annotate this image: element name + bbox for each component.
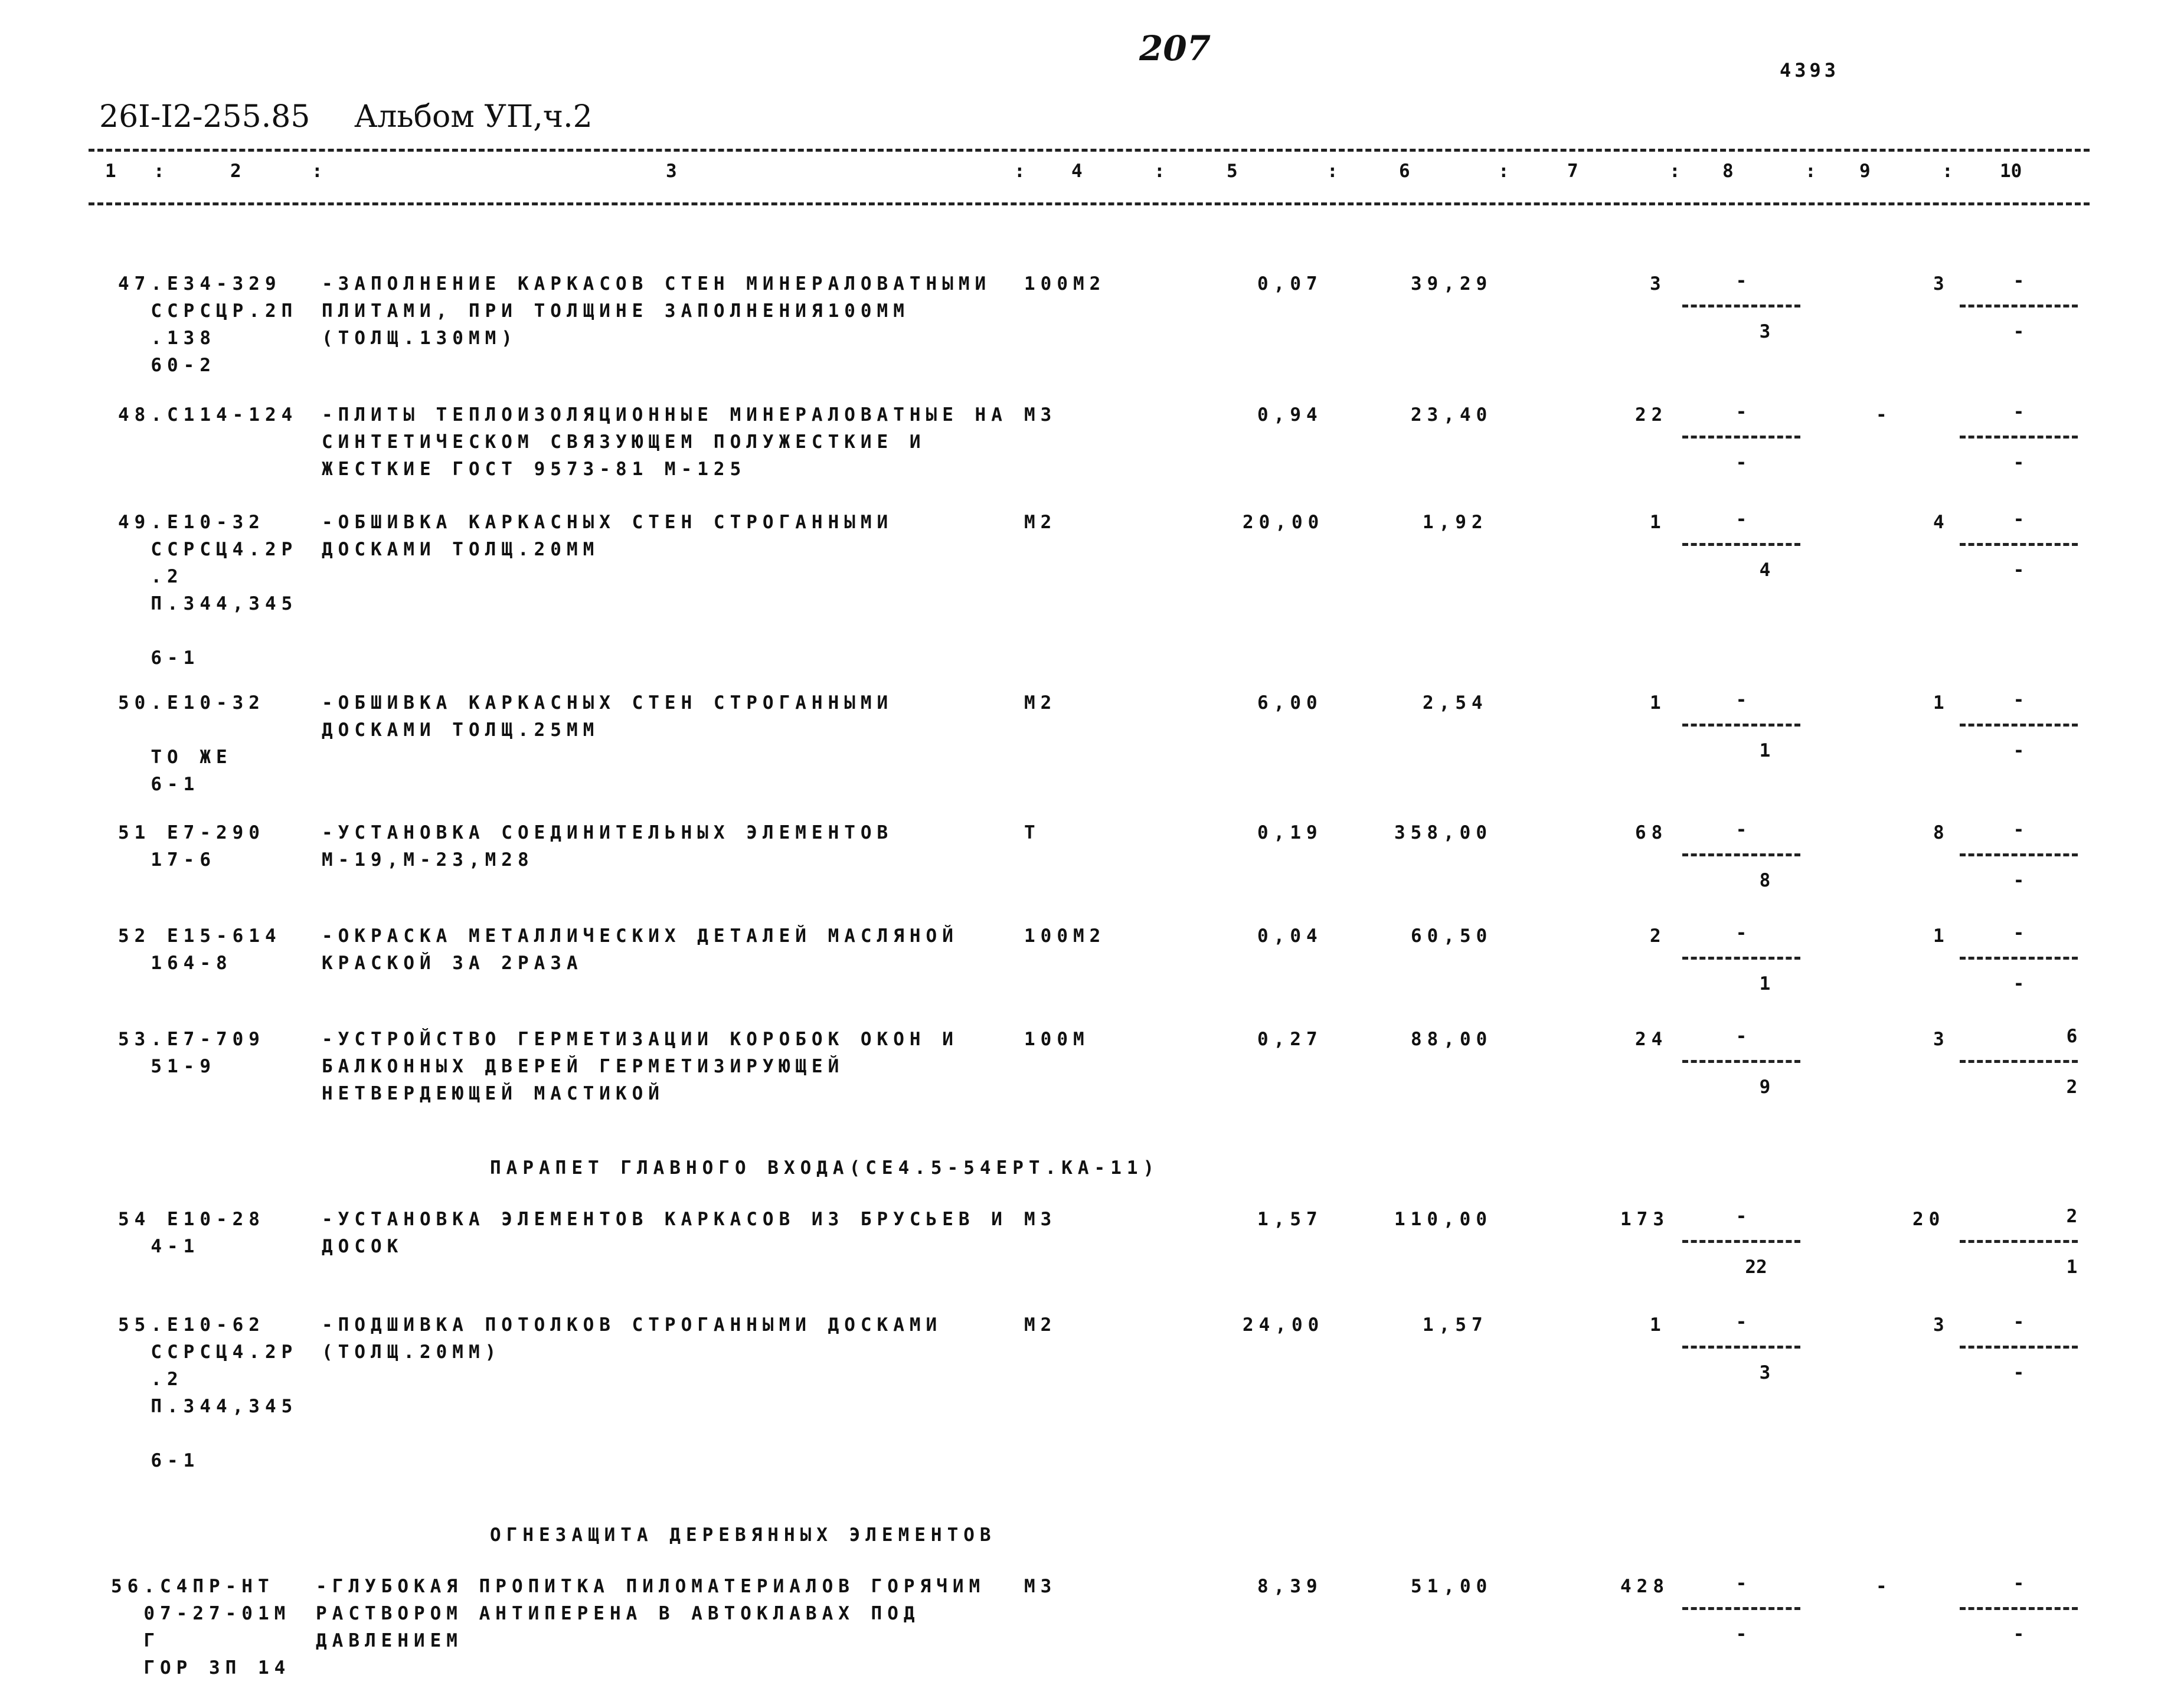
row-col9: 1 bbox=[1933, 692, 1950, 714]
col10-fraction bbox=[1960, 922, 2078, 1003]
row-total: 68 bbox=[1635, 822, 1668, 843]
col8-fraction bbox=[1682, 1026, 1800, 1106]
fraction-denominator: - bbox=[2013, 870, 2025, 891]
fraction-denominator: 1 bbox=[1759, 740, 1771, 761]
header-bottom-rule bbox=[89, 202, 2090, 205]
col-header-5: 5 bbox=[1227, 161, 1238, 182]
row-quantity: 0,94 bbox=[1257, 404, 1323, 426]
col10-fraction bbox=[1960, 270, 2078, 351]
row-col9: 3 bbox=[1933, 273, 1950, 295]
row-description: -ОБШИВКА КАРКАСНЫХ СТЕН СТРОГАННЫМИ ДОСКАМИ ТОЛЩ.25ММ bbox=[322, 692, 894, 741]
fraction-numerator: - bbox=[2013, 270, 2025, 292]
row-unit-price: 60,50 bbox=[1411, 925, 1493, 947]
fraction-numerator: - bbox=[1735, 1026, 1747, 1047]
fraction-bar bbox=[1960, 436, 2078, 439]
fraction-numerator: - bbox=[1735, 401, 1747, 423]
row-unit: М2 bbox=[1024, 512, 1057, 533]
row-quantity: 0,04 bbox=[1257, 925, 1323, 947]
row-description: -ПЛИТЫ ТЕПЛОИЗОЛЯЦИОННЫЕ МИНЕРАЛОВАТНЫЕ НА СИНТЕТИЧЕСКОМ СВЯЗУЮЩЕМ ПОЛУЖЕСТКИЕ И ЖЕСТКИЕ ГОСТ 9573-81 М-125 bbox=[322, 404, 1008, 480]
row-description: -ОКРАСКА МЕТАЛЛИЧЕСКИХ ДЕТАЛЕЙ МАСЛЯНОЙ КРАСКОЙ ЗА 2РАЗА bbox=[322, 925, 959, 974]
fraction-denominator: 1 bbox=[1759, 973, 1771, 994]
row-col9: 20 bbox=[1912, 1209, 1946, 1230]
col10-fraction bbox=[1960, 401, 2078, 482]
col-separator: : bbox=[1327, 161, 1338, 182]
fraction-bar bbox=[1682, 1240, 1800, 1243]
fraction-denominator: 22 bbox=[1745, 1257, 1767, 1278]
row-description: -ОБШИВКА КАРКАСНЫХ СТЕН СТРОГАННЫМИ ДОСКАМИ ТОЛЩ.20ММ bbox=[322, 512, 894, 560]
row-col9: - bbox=[1876, 404, 1892, 426]
fraction-denominator: - bbox=[1735, 1624, 1747, 1645]
fraction-denominator: 3 bbox=[1759, 321, 1771, 342]
fraction-bar bbox=[1960, 853, 2078, 856]
row-col9: - bbox=[1876, 1576, 1892, 1597]
row-description: -ПОДШИВКА ПОТОЛКОВ СТРОГАННЫМИ ДОСКАМИ (ТОЛЩ.20ММ) bbox=[322, 1314, 943, 1363]
row-unit: М2 bbox=[1024, 1314, 1057, 1336]
row-unit-price: 39,29 bbox=[1411, 273, 1493, 295]
col10-fraction bbox=[1960, 509, 2078, 589]
row-unit: М3 bbox=[1024, 404, 1057, 426]
fraction-bar bbox=[1682, 305, 1800, 307]
row-quantity: 20,00 bbox=[1243, 512, 1325, 533]
fraction-numerator: - bbox=[2013, 819, 2025, 840]
row-total: 173 bbox=[1620, 1209, 1669, 1230]
col10-fraction bbox=[1960, 1573, 2078, 1653]
fraction-bar bbox=[1682, 1346, 1800, 1349]
fraction-bar bbox=[1682, 1060, 1800, 1063]
row-description: -УСТРОЙСТВО ГЕРМЕТИЗАЦИИ КОРОБОК ОКОН И БАЛКОННЫХ ДВЕРЕЙ ГЕРМЕТИЗИРУЮЩЕЙ НЕТВЕРДЕЮЩЕЙ МАСТИКОЙ bbox=[322, 1029, 959, 1104]
row-code: 52 Е15-614 164-8 bbox=[118, 925, 282, 974]
row-quantity: 0,27 bbox=[1257, 1029, 1323, 1050]
col8-fraction bbox=[1682, 1206, 1800, 1286]
col-header-10: 10 bbox=[2000, 161, 2022, 182]
col-separator: : bbox=[1014, 161, 1025, 182]
col10-fraction bbox=[1960, 1206, 2078, 1286]
fraction-denominator: 1 bbox=[2066, 1257, 2078, 1278]
row-unit-price: 1,57 bbox=[1423, 1314, 1488, 1336]
row-col9: 1 bbox=[1933, 925, 1950, 947]
col-separator: : bbox=[153, 161, 165, 182]
fraction-numerator: - bbox=[1735, 819, 1747, 840]
row-code: 55.Е10-62 ССРСЦ4.2Р .2 П.344,345 6-1 bbox=[118, 1314, 298, 1471]
row-code: 51 Е7-290 17-6 bbox=[118, 822, 265, 871]
row-code: 49.Е10-32 ССРСЦ4.2Р .2 П.344,345 6-1 bbox=[118, 512, 298, 669]
col8-fraction bbox=[1682, 1573, 1800, 1653]
fraction-denominator: 3 bbox=[1759, 1362, 1771, 1383]
row-code: 53.Е7-709 51-9 bbox=[118, 1029, 265, 1077]
fraction-numerator: - bbox=[2013, 922, 2025, 944]
fraction-numerator: - bbox=[1735, 689, 1747, 711]
col-header-7: 7 bbox=[1567, 161, 1578, 182]
fraction-numerator: - bbox=[1735, 270, 1747, 292]
row-quantity: 8,39 bbox=[1257, 1576, 1323, 1597]
fraction-numerator: - bbox=[1735, 509, 1747, 530]
fraction-numerator: 2 bbox=[2066, 1206, 2078, 1227]
header-top-rule bbox=[89, 149, 2090, 152]
fraction-numerator: - bbox=[2013, 689, 2025, 711]
row-quantity: 0,07 bbox=[1257, 273, 1323, 295]
fraction-numerator: - bbox=[2013, 509, 2025, 530]
col-separator: : bbox=[1498, 161, 1509, 182]
row-code: 50.Е10-32 ТО ЖЕ 6-1 bbox=[118, 692, 265, 795]
col-separator: : bbox=[1669, 161, 1681, 182]
col8-fraction bbox=[1682, 819, 1800, 899]
row-quantity: 24,00 bbox=[1243, 1314, 1325, 1336]
row-code: 54 Е10-28 4-1 bbox=[118, 1209, 265, 1257]
fraction-denominator: - bbox=[2013, 452, 2025, 473]
fraction-denominator: - bbox=[2013, 1624, 2025, 1645]
fraction-numerator: - bbox=[1735, 1573, 1747, 1594]
row-quantity: 0,19 bbox=[1257, 822, 1323, 843]
fraction-bar bbox=[1960, 543, 2078, 546]
row-description: -ГЛУБОКАЯ ПРОПИТКА ПИЛОМАТЕРИАЛОВ ГОРЯЧИМ РАСТВОРОМ АНТИПЕРЕНА В АВТОКЛАВАХ ПОД ДАВЛЕНИЕМ bbox=[316, 1576, 986, 1651]
fraction-denominator: - bbox=[2013, 321, 2025, 342]
col-separator: : bbox=[1805, 161, 1816, 182]
row-description: -УСТАНОВКА СОЕДИНИТЕЛЬНЫХ ЭЛЕМЕНТОВ М-19,М-23,М28 bbox=[322, 822, 894, 871]
col8-fraction bbox=[1682, 1311, 1800, 1392]
row-col9: 3 bbox=[1933, 1029, 1950, 1050]
row-unit-price: 1,92 bbox=[1423, 512, 1488, 533]
fraction-bar bbox=[1960, 1607, 2078, 1610]
section-heading: ПАРАПЕТ ГЛАВНОГО ВХОДА(СЕ4.5-54ЕРТ.КА-11) bbox=[490, 1157, 1160, 1179]
fraction-denominator: - bbox=[2013, 1362, 2025, 1383]
fraction-bar bbox=[1682, 543, 1800, 546]
row-col9: 8 bbox=[1933, 822, 1950, 843]
col-separator: : bbox=[1154, 161, 1165, 182]
row-col9: 3 bbox=[1933, 1314, 1950, 1336]
col8-fraction bbox=[1682, 401, 1800, 482]
row-description: -УСТАНОВКА ЭЛЕМЕНТОВ КАРКАСОВ ИЗ БРУСЬЕВ И ДОСОК bbox=[322, 1209, 1008, 1257]
row-unit: М2 bbox=[1024, 692, 1057, 714]
col-header-4: 4 bbox=[1071, 161, 1083, 182]
row-total: 2 bbox=[1650, 925, 1666, 947]
col-header-2: 2 bbox=[230, 161, 241, 182]
stamp-number: 4393 bbox=[1780, 59, 1840, 81]
row-unit: 100М2 bbox=[1024, 925, 1106, 947]
row-total: 1 bbox=[1650, 692, 1666, 714]
row-total: 24 bbox=[1635, 1029, 1668, 1050]
fraction-bar bbox=[1960, 957, 2078, 960]
fraction-bar bbox=[1960, 1346, 2078, 1349]
col-header-9: 9 bbox=[1859, 161, 1871, 182]
col8-fraction bbox=[1682, 922, 1800, 1003]
row-description: -ЗАПОЛНЕНИЕ КАРКАСОВ СТЕН МИНЕРАЛОВАТНЫМИ ПЛИТАМИ, ПРИ ТОЛЩИНЕ ЗАПОЛНЕНИЯ100ММ (ТОЛЩ.130ММ) bbox=[322, 273, 992, 349]
album-label: Альбом УП,ч.2 bbox=[354, 99, 593, 135]
fraction-denominator: - bbox=[1735, 452, 1747, 473]
row-code: 47.Е34-329 ССРСЦР.2П .138 60-2 bbox=[118, 273, 298, 376]
row-unit-price: 23,40 bbox=[1411, 404, 1493, 426]
fraction-bar bbox=[1960, 1240, 2078, 1243]
row-unit: 100М2 bbox=[1024, 273, 1106, 295]
fraction-numerator: - bbox=[2013, 1573, 2025, 1594]
fraction-denominator: - bbox=[2013, 973, 2025, 994]
row-unit-price: 358,00 bbox=[1394, 822, 1492, 843]
col-header-1: 1 bbox=[105, 161, 116, 182]
fraction-bar bbox=[1960, 305, 2078, 307]
fraction-numerator: - bbox=[2013, 401, 2025, 423]
row-unit: Т bbox=[1024, 822, 1041, 843]
col-separator: : bbox=[1942, 161, 1953, 182]
row-unit: 100М bbox=[1024, 1029, 1090, 1050]
fraction-denominator: 9 bbox=[1759, 1077, 1771, 1098]
row-total: 1 bbox=[1650, 1314, 1666, 1336]
col10-fraction bbox=[1960, 689, 2078, 770]
col-header-6: 6 bbox=[1399, 161, 1410, 182]
fraction-numerator: - bbox=[1735, 1206, 1747, 1227]
row-total: 22 bbox=[1635, 404, 1668, 426]
fraction-bar bbox=[1960, 1060, 2078, 1063]
row-unit-price: 51,00 bbox=[1411, 1576, 1493, 1597]
row-quantity: 6,00 bbox=[1257, 692, 1323, 714]
handwritten-page-number: 207 bbox=[1139, 28, 1211, 68]
fraction-denominator: 2 bbox=[2066, 1077, 2078, 1098]
col-header-8: 8 bbox=[1722, 161, 1734, 182]
fraction-bar bbox=[1682, 1607, 1800, 1610]
fraction-numerator: - bbox=[1735, 1311, 1747, 1333]
row-code: 48.С114-124 bbox=[118, 404, 298, 426]
col10-fraction bbox=[1960, 819, 2078, 899]
col-separator: : bbox=[312, 161, 323, 182]
fraction-denominator: - bbox=[2013, 559, 2025, 581]
row-unit-price: 88,00 bbox=[1411, 1029, 1493, 1050]
row-col9: 4 bbox=[1933, 512, 1950, 533]
row-unit-price: 2,54 bbox=[1423, 692, 1488, 714]
col10-fraction bbox=[1960, 1026, 2078, 1106]
row-unit-price: 110,00 bbox=[1394, 1209, 1492, 1230]
fraction-bar bbox=[1682, 724, 1800, 727]
col-header-3: 3 bbox=[666, 161, 677, 182]
fraction-bar bbox=[1960, 724, 2078, 727]
fraction-bar bbox=[1682, 436, 1800, 439]
row-quantity: 1,57 bbox=[1257, 1209, 1323, 1230]
fraction-denominator: - bbox=[2013, 740, 2025, 761]
col8-fraction bbox=[1682, 509, 1800, 589]
fraction-numerator: 6 bbox=[2066, 1026, 2078, 1047]
document-code: 26I-I2-255.85 bbox=[99, 99, 310, 135]
row-code: 56.С4ПР-НТ 07-27-01М Г ГОР 3П 14 bbox=[111, 1576, 291, 1678]
fraction-denominator: 8 bbox=[1759, 870, 1771, 891]
col8-fraction bbox=[1682, 270, 1800, 351]
row-unit: М3 bbox=[1024, 1576, 1057, 1597]
fraction-numerator: - bbox=[2013, 1311, 2025, 1333]
fraction-numerator: - bbox=[1735, 922, 1747, 944]
row-total: 1 bbox=[1650, 512, 1666, 533]
col10-fraction bbox=[1960, 1311, 2078, 1392]
row-total: 3 bbox=[1650, 273, 1666, 295]
fraction-bar bbox=[1682, 853, 1800, 856]
row-total: 428 bbox=[1620, 1576, 1669, 1597]
fraction-bar bbox=[1682, 957, 1800, 960]
col8-fraction bbox=[1682, 689, 1800, 770]
section-heading: ОГНЕЗАЩИТА ДЕРЕВЯННЫХ ЭЛЕМЕНТОВ bbox=[490, 1524, 996, 1546]
row-unit: М3 bbox=[1024, 1209, 1057, 1230]
fraction-denominator: 4 bbox=[1759, 559, 1771, 581]
